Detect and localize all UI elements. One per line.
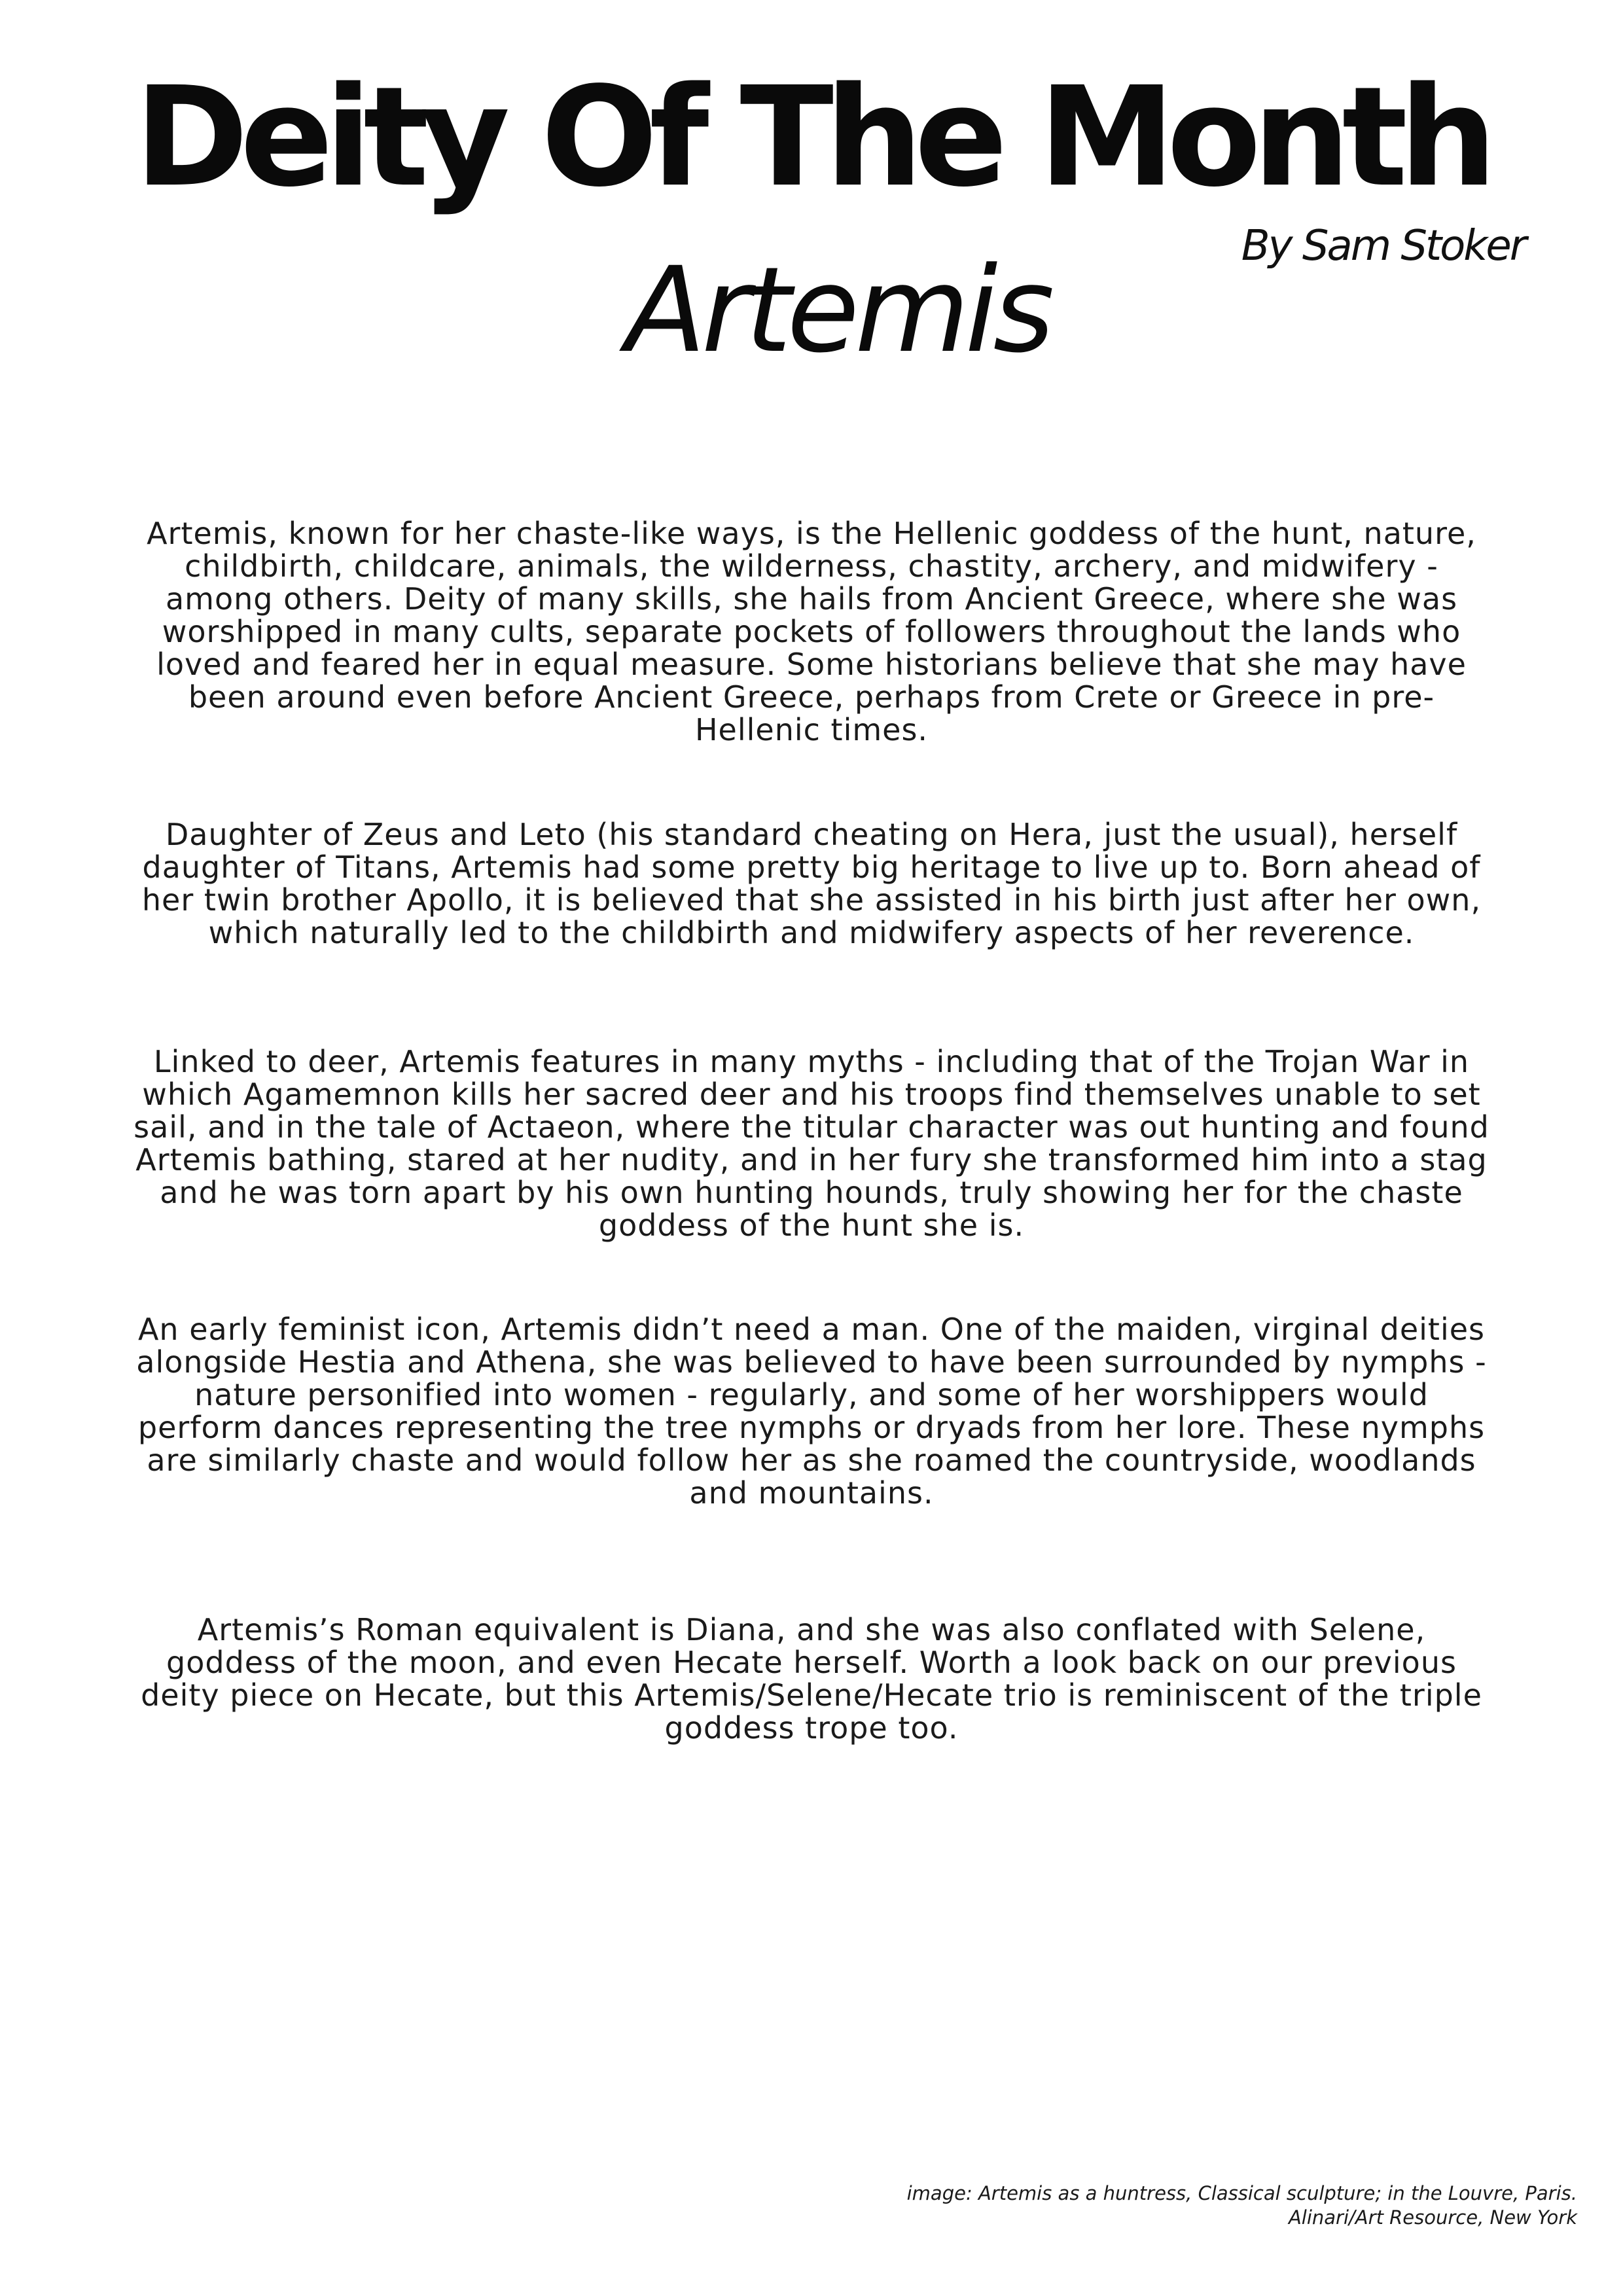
caption-line-1: image: Artemis as a huntress, Classical sculpture; in the Louvre, Paris. bbox=[906, 2182, 1577, 2204]
paragraph-intro: Artemis, known for her chaste-like ways, is the Hellenic goddess of the hunt, nature, childbirth, childcare, animals, the wilderness, chastity, archery, and midwifery - among others. Deity of many skills, she hails from Ancient Greece, where she was worshipped in many cults, separate pockets of followers throughout the lands who loved and feared her in equal measure. Some historians believe that she may have been around even before Ancient Greece, perhaps from Crete or Greece in pre-Hellenic times. bbox=[147, 516, 1476, 747]
deity-name: Artemis bbox=[625, 242, 1050, 379]
page-title: Deity Of The Month bbox=[134, 57, 1489, 217]
image-caption bbox=[661, 2181, 1577, 2230]
paragraph-myths: Linked to deer, Artemis features in many myths - including that of the Trojan War in which Agamemnon kills her sacred deer and his troops find themselves unable to set sail, and in the tale of Actaeon, where the titular character was out hunting and found Artemis bathing, stared at her nudity, and in her fury she transformed him into a stag and he was torn apart by his own hunting hounds, truly showing her for the chaste goddess of the hunt she is. bbox=[134, 1044, 1489, 1243]
author-byline: By Sam Stoker bbox=[1241, 222, 1525, 270]
paragraph-heritage: Daughter of Zeus and Leto (his standard cheating on Hera, just the usual), herself daughter of Titans, Artemis had some pretty big heritage to live up to. Born ahead of her twin brother Apollo, it is believed that she assisted in his birth just after her own, which naturally led to the childbirth and midwifery aspects of her reverence. bbox=[141, 817, 1482, 950]
paragraph-roman-equivalent: Artemis’s Roman equivalent is Diana, and she was also conflated with Selene, goddess of the moon, and even Hecate herself. Worth a look back on our previous deity piece on Hecate, but this Artemis/Selene/Hecate trio is reminiscent of the triple goddess trope too. bbox=[141, 1612, 1482, 1746]
page-header bbox=[0, 0, 1623, 393]
caption-line-2: Alinari/Art Resource, New York bbox=[1288, 2206, 1577, 2229]
paragraph-feminist-icon: An early feminist icon, Artemis didn’t need a man. One of the maiden, virginal deities alongside Hestia and Athena, she was believed to have been surrounded by nymphs - nature personified into women - regularly, and some of her worshippers would perform dances representing the tree nymphs or dryads from her lore. These nymphs are similarly chaste and would follow her as she roamed the countryside, woodlands and mountains. bbox=[136, 1312, 1487, 1511]
